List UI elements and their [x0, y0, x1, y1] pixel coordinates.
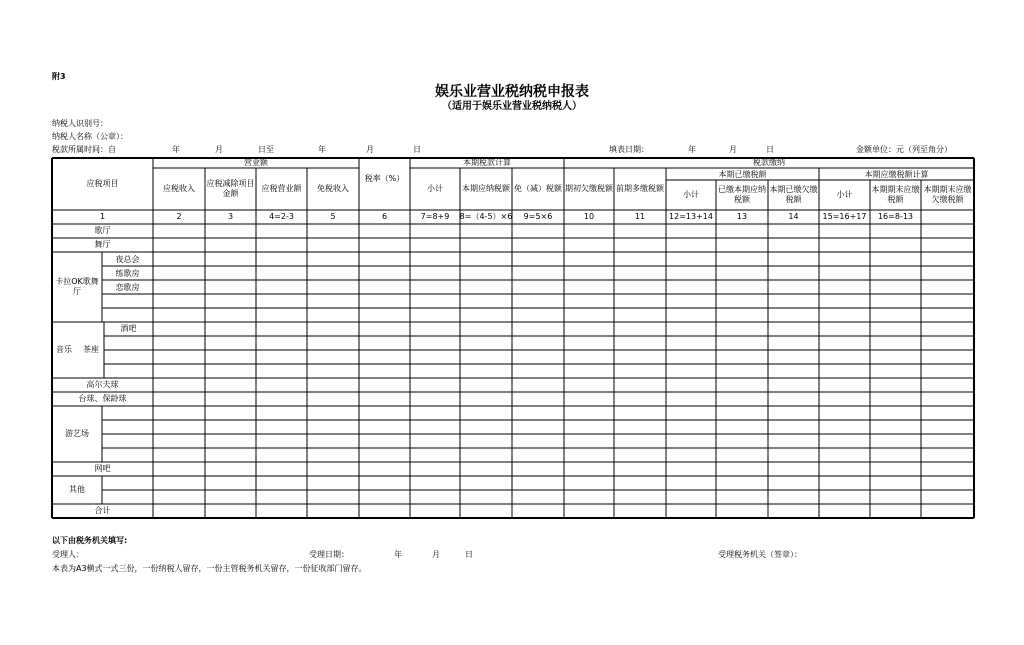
index-cell: 13 [736, 212, 748, 221]
row-karaoke: 卡拉OK歌舞厅 [55, 277, 99, 296]
group-paid: 本期已缴税额 [718, 170, 767, 179]
row-arcade: 游艺场 [65, 429, 89, 438]
col-opening-arrears: 期初欠缴税额 [565, 184, 613, 193]
index-cell: 14 [788, 212, 799, 221]
col-payable: 本期应纳税额 [462, 184, 510, 193]
period-month-2: 月 [366, 145, 374, 154]
tax-period-label: 税款所属时间：自 [52, 145, 116, 154]
fill-month: 月 [729, 145, 737, 154]
period-day-to: 日至 [258, 145, 274, 154]
row-total: 合计 [94, 506, 111, 515]
group-revenue: 营业额 [244, 158, 268, 167]
form-title: 娱乐业营业税纳税申报表 [435, 84, 589, 100]
col-due-current: 本期期末应缴税额 [871, 185, 920, 204]
col-item: 应税项目 [86, 179, 119, 188]
index-cell: 5 [330, 212, 336, 221]
index-cell: 3 [227, 212, 234, 221]
row-billiards: 台球、保龄球 [78, 394, 127, 403]
row-netbar: 网吧 [94, 464, 111, 473]
col-tax-rate: 税率（%） [364, 174, 405, 183]
row-ktv: 恋歌房 [115, 282, 140, 292]
col-due-subtotal: 小计 [836, 190, 853, 199]
col-exempt-income: 免税收入 [317, 184, 349, 193]
fill-date-label: 填表日期： [609, 145, 649, 154]
index-cell: 15=16+17 [822, 212, 867, 221]
index-cell: 1 [99, 212, 106, 221]
taxpayer-name-label: 纳税人名称（公章）： [52, 132, 128, 141]
period-year-2: 年 [318, 145, 326, 154]
form-subtitle: （适用于娱乐业营业税纳税人） [442, 101, 582, 112]
receive-day: 日 [465, 550, 473, 559]
index-cell: 10 [583, 212, 595, 221]
index-cell: 2 [176, 212, 182, 221]
index-cell: 11 [634, 212, 646, 221]
period-day-2: 日 [413, 145, 421, 154]
row-music: 音乐 [56, 345, 72, 354]
col-calc-subtotal: 小计 [427, 184, 443, 193]
period-year-1: 年 [172, 145, 180, 154]
index-cell: 12=13+14 [669, 212, 713, 221]
receive-year: 年 [394, 550, 402, 559]
group-due: 本期应缴税额计算 [864, 170, 929, 179]
group-payment: 税款缴纳 [753, 158, 785, 167]
footer-note: 本表为A3横式一式三份，一份纳税人留存，一份主管税务机关留存，一份征收部门留存。 [52, 564, 367, 573]
authority-sign-label: 受理税务机关（签章）： [718, 550, 802, 559]
period-month-1: 月 [215, 145, 223, 154]
col-taxable-revenue: 应税营业额 [261, 184, 302, 193]
row-disco: 练歌房 [115, 268, 140, 278]
index-cell: 4=2-3 [269, 212, 294, 221]
col-paid-current: 已缴本期应纳税额 [718, 185, 766, 204]
index-cell: 6 [381, 212, 388, 221]
taxpayer-id-label: 纳税人识别号： [52, 119, 108, 128]
row-teahouse: 茶座 [83, 345, 99, 354]
fill-year: 年 [688, 145, 696, 154]
amount-unit-label: 金额单位：元（列至角分） [856, 145, 952, 154]
col-exempt-tax: 免（减）税额 [514, 184, 562, 193]
index-cell: 8=（4-5）×6 [459, 212, 513, 221]
authority-section-label: 以下由税务机关填写: [52, 536, 128, 545]
receiver-label: 受理人： [52, 550, 84, 559]
row-other: 其他 [69, 485, 85, 494]
fill-day: 日 [766, 145, 774, 154]
col-paid-subtotal: 小计 [683, 190, 699, 199]
col-prior-overpaid: 前期多缴税额 [616, 184, 664, 193]
index-cell: 9=5×6 [523, 212, 553, 221]
index-cell: 16=8-13 [877, 212, 914, 221]
row-golf: 高尔夫球 [86, 380, 119, 389]
row-nightclub: 夜总会 [115, 254, 140, 264]
col-paid-arrears: 本期已缴欠缴税额 [769, 185, 818, 204]
col-deduction: 应税减除项目金额 [206, 179, 255, 198]
col-due-arrears: 本期期末应缴欠缴税额 [923, 185, 972, 204]
attachment-label: 附3 [52, 72, 66, 81]
row-song-hall: 歌厅 [94, 226, 111, 235]
row-bar: 酒吧 [120, 324, 137, 333]
receive-date-label: 受理日期： [309, 550, 349, 559]
index-cell: 7=8+9 [420, 212, 450, 221]
col-taxable-income: 应税收入 [163, 184, 195, 193]
group-calc: 本期税款计算 [463, 158, 511, 167]
receive-month: 月 [432, 550, 440, 559]
row-dance-hall: 舞厅 [94, 240, 111, 249]
